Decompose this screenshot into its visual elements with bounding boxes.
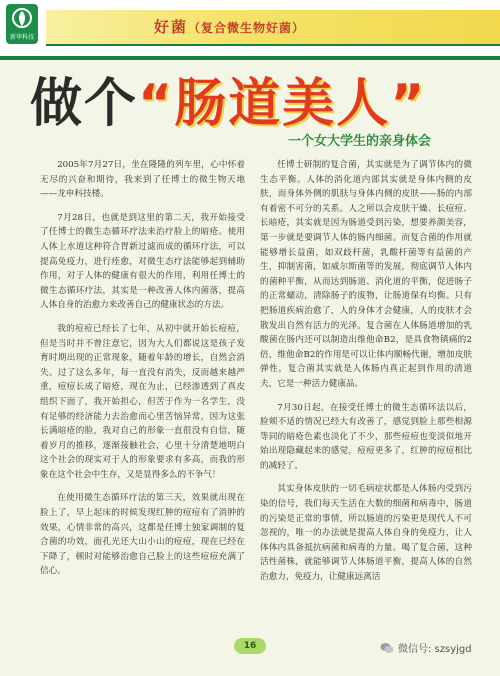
paragraph: 2005年7月27日，坐在隆隆的列车里，心中怀着无尽的兴奋和期待，我来到了任博士的微生物天地——龙申科技楼。 <box>40 160 245 200</box>
wechat-watermark <box>380 640 472 655</box>
title-part-2: “肠道美人” <box>138 73 427 134</box>
right-column <box>260 158 472 594</box>
banner-subtitle: （复合微生物好菌） <box>188 21 306 35</box>
banner-title-group <box>154 16 305 37</box>
wechat-id: 微信号: szsyjgd <box>398 644 472 655</box>
article-title <box>30 64 490 132</box>
logo-text: 新华科技 <box>9 34 34 41</box>
page-number: 16 <box>234 638 266 654</box>
paragraph: 其实身体皮肤的一切毛病症状都是人体肠内受到污染的信号，我们每天生活在大数的细菌和病毒中，肠道的污染是正常的事情，所以肠道的污染更是现代人不可忽视的，唯一的办法就是提高人体自身的免疫力，让人体体内具备抵抗病菌和病毒的力量。喝了复合菌，这种活性菌株，就能够调节人体肠道平衡，提高人体的自然治愈力，免疫力，让健康远离活 <box>260 484 472 583</box>
left-column <box>40 158 245 588</box>
article-subtitle: 一个女大学生的亲身体会 <box>288 134 432 149</box>
header <box>0 0 500 58</box>
paragraph: 7月30日起，在接受任博士的微生态循环法以后，脸颊不适的情况已经大有改善了，感觉到脸上那些相源等同的暗疮色素也淡化了不少，那些痘痘也变淡似地开始出现隐藏起来的感觉，痘痘更多了，红肿的痘痘相比的减轻了。 <box>260 402 472 471</box>
section-banner <box>46 10 500 46</box>
header-divider <box>0 56 500 60</box>
paragraph: 在使用微生态循环疗法的第三天，效果就出现在脸上了，早上起床的时候发现红肿的痘痘有了消肿的效果，心情非常的高兴，这都是任博士独家调制的复合菌的功效，面孔光还大山小山的痘痘，现在已经在下降了，顿时对能够治愈自己脸上的这些痘痘充满了信心。 <box>40 493 245 577</box>
banner-title: 好菌 <box>154 18 189 36</box>
paragraph: 7月28日，也就是到这里的第二天，我开始接受了任博士的微生态循环疗法来治疗脸上的暗疮。使用人体上水道这种符合胃新过滤而成的循环疗法，可以提高免疫力，进行痊愈，对微生态疗法能够起到辅助作用，对于人体的健康有很大的作用，利用任博士的微生态循环疗法，其实是一种改善人体内菌落，提高人体自身的治愈力来改善自己的健康状态的方法。 <box>40 212 245 311</box>
title-part-1: 做个 <box>30 73 139 134</box>
paragraph: 我的痘痘已经长了七年，从初中就开始长痘痘，但是当时并不曾注意它，因为大人们都说这是孩子发育时期出现的正常现象，随着年龄的增长，自然会消失。过了这么多年，每一直没有消失，反而越来越严重，痘痘长成了暗疮，现在为止，已经渗透到了真皮组织下面了，我开始担心，但苦于作为一名学生，没有足够的经济能力去治愈而心里苦恼异常，因为这张长满暗疮的脸，我对自己的形象一直很没有自信，随着岁月的推移，逐渐接触社会，心里十分清楚地明白这个社会的现实对于人的形象要求有多高，而我的形象在这个社会中生存，又是显得多么的不争气！ <box>40 323 245 480</box>
logo-icon <box>11 7 33 31</box>
logo <box>6 4 38 44</box>
paragraph: 任博士研制的复合菌，其实就是为了调节体内的微生态平衡。人体的消化道内部其实就是身体内侧的皮肤，而身体外侧的肌肤与身体内侧的皮肤——肠的内部有着密不可分的关系。人之所以会皮肤干燥、长痘痘、长暗疮，其实就是因为肠道受到污染，想要养颜美容，第一步就是要调节人体的肠内细菌。而复合菌的作用就能够增长益菌，如双歧杆菌，乳酸杆菌等有益菌的产生，抑制害菌，如威尔斯菌等的发展，彻底调节人体内的菌种平衡，从而达到肠道、消化道的平衡，促进肠子的正常蠕动，清除肠子的废物，让肠道保有均衡。只有把肠道疾病治愈了，人的身体才会健康，人的皮肤才会散发出自然有活力的光泽。复合菌在人体肠道增加的乳酸菌在肠内还可以制造出维他命B2，是具食物镇痛的2倍，维他命B2的作用是可以让体内顺畅代谢，增加皮肤弹性，复合菌其实就是人体肠内真正起到作用的清道夫，它是一种活力健康品。 <box>260 160 472 389</box>
wechat-icon <box>380 642 394 654</box>
